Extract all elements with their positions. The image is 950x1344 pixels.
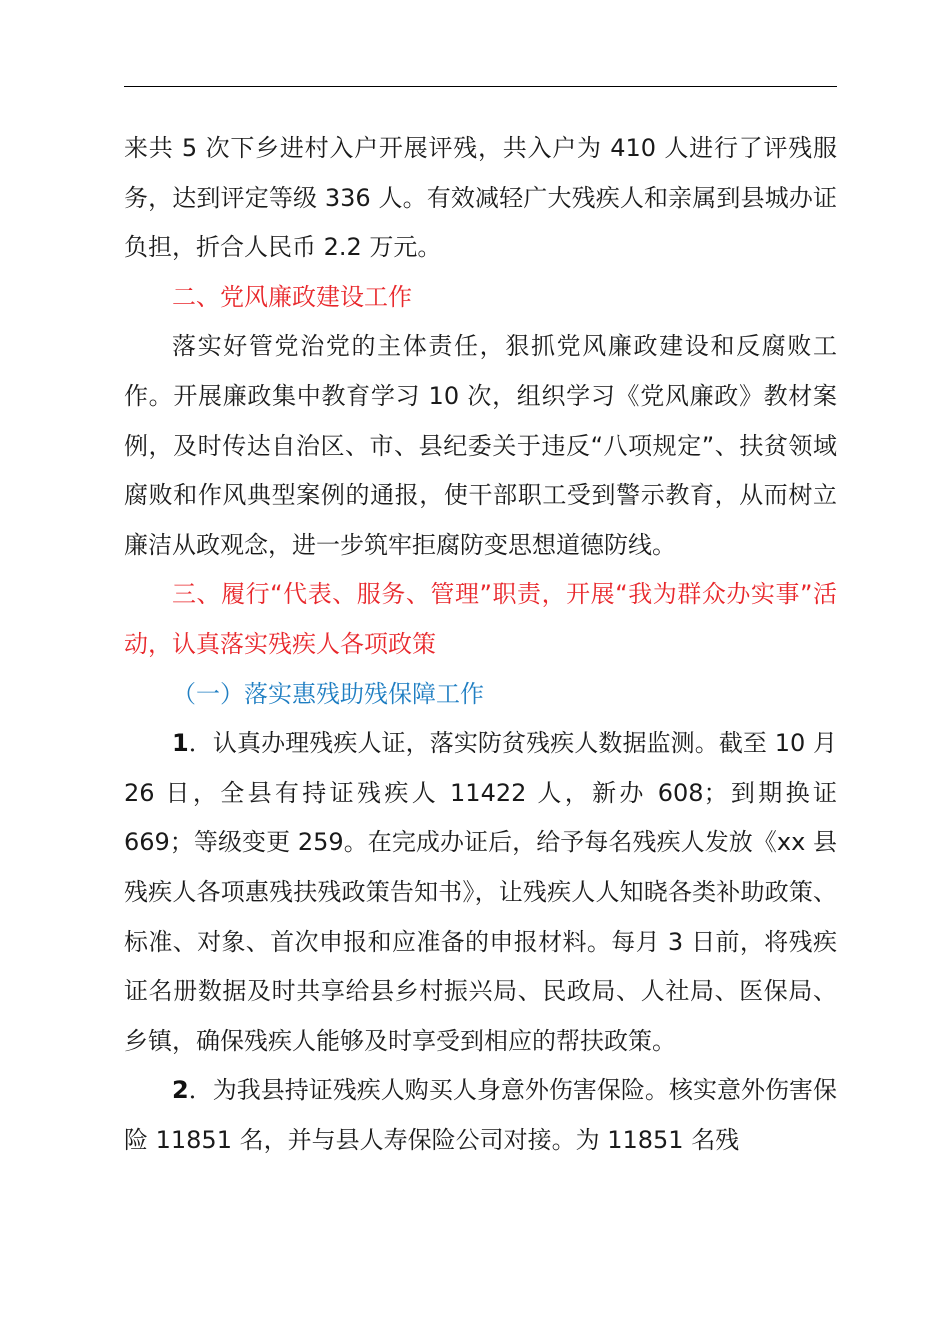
- heading-section-3: 三、履行“代表、服务、管理”职责，开展“我为群众办实事”活动，认真落实残疾人各项政策: [124, 580, 837, 658]
- paragraph-integrity: 落实好管党治党的主体责任，狠抓党风廉政建设和反腐败工作。开展廉政集中教育学习 10 次，组织学习《党风廉政》教材案例，及时传达自治区、市、县纪委关于违反“八项规定”、扶贫领域腐败和作风典型案例的通报，使干部职工受到警示教育，从而树立廉洁从政观念，进一步筑牢拒腐防变思想道德防线。: [124, 332, 837, 559]
- paragraph-evaluation: 来共 5 次下乡进村入户开展评残，共入户为 410 人进行了评残服务，达到评定等级 336 人。有效减轻广大残疾人和亲属到县城办证负担，折合人民币 2.2 万元。: [124, 134, 837, 262]
- item-1-text: ．认真办理残疾人证，落实防贫残疾人数据监测。截至 10 月 26 日，全县有持证残疾人 11422 人，新办 608；到期换证 669；等级变更 259。在完成办证后，给予每名残疾人发放《xx 县残疾人各项惠残扶残政策告知书》，让残疾人人知晓各类补助政策、标准、对象、首次申报和应准备的申报材料。每月 3 日前，将残疾证名册数据及时共享给县乡村振兴局、民政局、人社局、医保局、乡镇，确保残疾人能够及时享受到相应的帮扶政策。: [124, 729, 837, 1055]
- paragraph-item-1: [124, 719, 837, 1066]
- heading-subsection-1: （一）落实惠残助残保障工作: [172, 679, 484, 708]
- item-2-number: 2: [172, 1076, 189, 1105]
- item-2-text: ．为我县持证残疾人购买人身意外伤害保险。核实意外伤害保险 11851 名，并与县人寿保险公司对接。为 11851 名残: [124, 1076, 837, 1154]
- item-1-number: 1: [172, 729, 189, 758]
- paragraph-item-2: [124, 1066, 837, 1165]
- header-rule: [124, 86, 837, 87]
- document-body: [124, 124, 837, 1165]
- heading-section-2: 二、党风廉政建设工作: [172, 282, 412, 311]
